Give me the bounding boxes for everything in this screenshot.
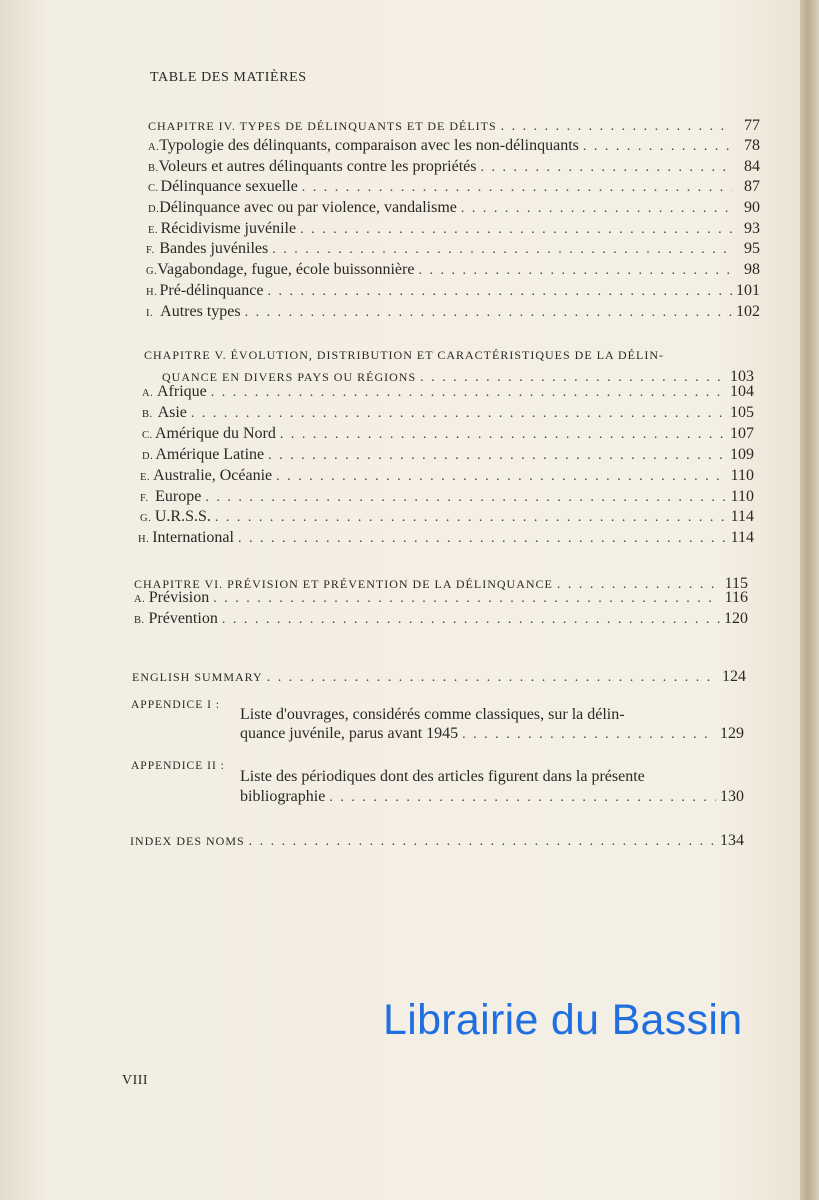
- entry-letter: G.: [140, 513, 152, 524]
- entry-page: 101: [736, 282, 760, 299]
- toc-entry: [138, 529, 754, 547]
- appendix-2-line1: Liste des périodiques dont des articles figurent dans la présente: [240, 768, 645, 785]
- entry-text: Amérique du Nord: [154, 425, 276, 442]
- toc-entry: [148, 220, 760, 238]
- toc-entry: [142, 446, 754, 464]
- entry-page: 90: [744, 199, 760, 216]
- entry-text: Prévention: [148, 610, 218, 627]
- entry-text: Autres types: [160, 303, 241, 320]
- entry-letter: I.: [146, 308, 154, 319]
- entry-page: 98: [744, 261, 760, 278]
- chapter-5-title-line1: CHAPITRE V. ÉVOLUTION, DISTRIBUTION ET CARACTÉRISTIQUES DE LA DÉLIN-: [144, 348, 664, 362]
- toc-entry: [148, 199, 760, 217]
- toc-entry: [148, 158, 760, 176]
- leader-dots: [461, 201, 732, 217]
- leader-dots: [211, 385, 726, 401]
- leader-dots: [418, 263, 732, 279]
- leader-dots: [245, 305, 732, 321]
- toc-entry: [146, 240, 760, 258]
- index-page: 134: [720, 832, 744, 849]
- entry-letter: F.: [146, 245, 155, 256]
- appendix-2-label: APPENDICE II :: [131, 760, 225, 772]
- entry-letter: H.: [138, 534, 150, 545]
- entry-text: Typologie des délinquants, comparaison avec les non-délinquants: [159, 137, 579, 154]
- index-title: INDEX DES NOMS: [130, 834, 245, 848]
- chapter-4-page: 77: [744, 117, 760, 134]
- leader-dots: [302, 180, 732, 196]
- leader-dots: [191, 406, 726, 422]
- leader-dots: [280, 427, 726, 443]
- toc-entry: [142, 425, 754, 443]
- entry-page: 120: [724, 610, 748, 627]
- appendix-2-line2: bibliographie: [240, 788, 326, 805]
- entry-letter: D.: [148, 204, 160, 215]
- entry-letter: C.: [148, 183, 159, 194]
- toc-entry: [134, 589, 748, 607]
- english-summary-entry: [132, 654, 746, 686]
- chapter-5-page: 103: [730, 368, 754, 385]
- leader-dots: [205, 490, 726, 506]
- entry-letter: E.: [140, 472, 151, 483]
- leader-dots: [268, 448, 726, 464]
- leader-dots: [238, 531, 726, 547]
- entry-page: 87: [744, 178, 760, 195]
- leader-dots: [222, 612, 720, 628]
- entry-page: 114: [730, 508, 754, 525]
- entry-text: Afrique: [156, 383, 207, 400]
- entry-letter: B.: [142, 409, 153, 420]
- entry-text: U.R.S.S.: [154, 508, 211, 525]
- leader-dots: [501, 119, 732, 135]
- entry-letter: B.: [134, 615, 145, 626]
- toc-entry: [148, 137, 760, 155]
- entry-letter: B.: [148, 163, 159, 174]
- english-summary-page: 124: [722, 668, 746, 685]
- entry-page: 104: [730, 383, 754, 400]
- entry-letter: H.: [146, 287, 158, 298]
- toc-entry: [140, 488, 754, 506]
- entry-page: 102: [736, 303, 760, 320]
- leader-dots: [215, 510, 726, 526]
- entry-text: Bandes juvéniles: [159, 240, 269, 257]
- entry-page: 93: [744, 220, 760, 237]
- toc-entry: [146, 282, 760, 300]
- watermark: Librairie du Bassin: [383, 996, 743, 1044]
- toc-entry: [148, 178, 760, 196]
- leader-dots: [276, 469, 726, 485]
- entry-letter: A.: [148, 142, 160, 153]
- entry-letter: C.: [142, 430, 153, 441]
- entry-page: 78: [744, 137, 760, 154]
- appendix-1-line1: Liste d'ouvrages, considérés comme classiques, sur la délin-: [240, 706, 625, 723]
- appendix-1-entry: [240, 725, 744, 743]
- entry-page: 116: [724, 589, 748, 606]
- entry-letter: F.: [140, 493, 149, 504]
- toc-entry: [146, 261, 760, 279]
- leader-dots: [272, 242, 732, 258]
- page-edge: [800, 0, 819, 1200]
- entry-letter: D.: [142, 451, 154, 462]
- appendix-1-line2: quance juvénile, parus avant 1945: [240, 725, 459, 742]
- entry-page: 114: [730, 529, 754, 546]
- appendix-2-page: 130: [720, 788, 744, 805]
- entry-text: Délinquance sexuelle: [160, 178, 298, 195]
- entry-letter: E.: [148, 225, 159, 236]
- leader-dots: [329, 790, 716, 806]
- toc-entry: [140, 467, 754, 485]
- page-folio: VIII: [122, 1073, 149, 1088]
- entry-text: Vagabondage, fugue, école buissonnière: [157, 261, 415, 278]
- entry-page: 110: [730, 488, 754, 505]
- chapter-4-heading: [148, 117, 760, 135]
- toc-entry: [142, 383, 754, 401]
- entry-letter: A.: [134, 594, 146, 605]
- toc-entry: [142, 404, 754, 422]
- english-summary-title: ENGLISH SUMMARY: [132, 670, 263, 684]
- entry-text: International: [152, 529, 234, 546]
- entry-text: Pré-délinquance: [159, 282, 264, 299]
- index-entry: [130, 818, 744, 850]
- leader-dots: [583, 139, 732, 155]
- leader-dots: [213, 591, 720, 607]
- appendix-1-label: APPENDICE I :: [131, 699, 221, 711]
- chapter-6-page: 115: [724, 575, 748, 592]
- entry-text: Europe: [155, 488, 202, 505]
- entry-letter: G.: [146, 266, 158, 277]
- entry-text: Asie: [157, 404, 187, 421]
- entry-page: 109: [730, 446, 754, 463]
- entry-page: 107: [730, 425, 754, 442]
- leader-dots: [249, 834, 716, 850]
- leader-dots: [267, 670, 718, 686]
- appendix-2-entry: [240, 788, 744, 806]
- leader-dots: [300, 222, 732, 238]
- page-title: TABLE DES MATIÈRES: [150, 70, 307, 85]
- entry-page: 105: [730, 404, 754, 421]
- entry-text: Amérique Latine: [155, 446, 265, 463]
- entry-page: 84: [744, 158, 760, 175]
- entry-text: Voleurs et autres délinquants contre les propriétés: [158, 158, 477, 175]
- entry-text: Prévision: [148, 589, 210, 606]
- appendix-1-page: 129: [720, 725, 744, 742]
- toc-entry: [134, 610, 748, 628]
- chapter-6-title: CHAPITRE VI. PRÉVISION ET PRÉVENTION DE LA DÉLINQUANCE: [134, 577, 553, 591]
- entry-letter: A.: [142, 388, 154, 399]
- entry-text: Récidivisme juvénile: [160, 220, 297, 237]
- entry-text: Australie, Océanie: [153, 467, 273, 484]
- leader-dots: [462, 727, 716, 743]
- leader-dots: [267, 284, 732, 300]
- chapter-5-title-line2: QUANCE EN DIVERS PAYS OU RÉGIONS: [162, 370, 417, 384]
- leader-dots: [480, 160, 732, 176]
- chapter-4-title: CHAPITRE IV. TYPES DE DÉLINQUANTS ET DE DÉLITS: [148, 119, 497, 133]
- toc-entry: [140, 508, 754, 526]
- entry-page: 110: [730, 467, 754, 484]
- entry-page: 95: [744, 240, 760, 257]
- entry-text: Délinquance avec ou par violence, vandalisme: [159, 199, 457, 216]
- toc-entry: [146, 303, 760, 321]
